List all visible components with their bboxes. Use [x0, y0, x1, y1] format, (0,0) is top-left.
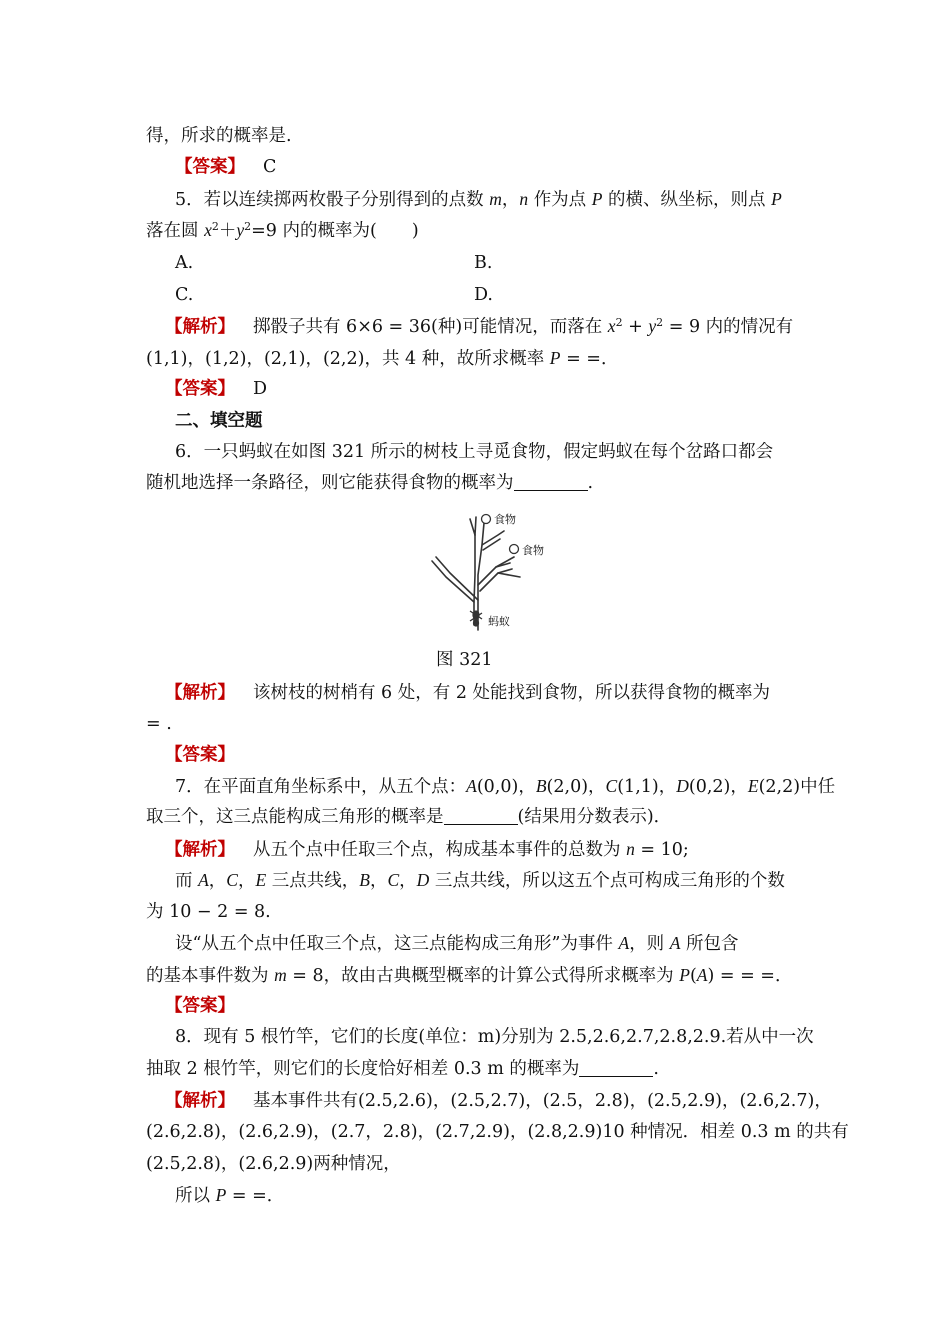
analysis-5: 【解析】 掷骰子共有 6×6 = 36(种)可能情况，而落在 $x^2 + y^2 = 9$ 内的情况有	[165, 316, 794, 337]
ant-label: 蚂蚁	[488, 615, 510, 628]
figure-caption: 图 321	[436, 650, 493, 670]
section-heading: 二、填空题	[175, 411, 263, 431]
question-5: 5．若以连续掷两枚骰子分别得到的点数 m，n 作为点 P 的横、纵坐标，则点 P	[175, 189, 782, 210]
answer-label: 【答案】	[165, 996, 235, 1016]
tree-branch-figure	[430, 505, 555, 637]
left-branch	[436, 557, 478, 630]
analysis-7-line2: 而 A，C，E 三点共线，B，C，D 三点共线，所以这五个点可构成三角形的个数	[175, 870, 785, 891]
analysis-8-line4: 所以 P = =．	[175, 1185, 285, 1206]
answer-line-7	[165, 993, 845, 1019]
food-icon	[510, 545, 519, 554]
branch-right-low-twig	[498, 573, 520, 577]
branch-right-upper-edge	[483, 539, 500, 550]
question-6-cont: 随机地选择一条路径，则它能获得食物的概率为 .	[146, 473, 594, 493]
branch-top-left-b	[475, 517, 476, 535]
tree-branch-drawing	[430, 505, 555, 637]
question-6: 6．一只蚂蚁在如图 321 所示的树枝上寻觅食物，假定蚂蚁在每个岔路口都会	[175, 442, 774, 462]
analysis-6: 【解析】 该树枝的树梢有 6 处，有 2 处能找到食物，所以获得食物的概率为	[165, 683, 771, 703]
analysis-8: 【解析】 基本事件共有(2.5,2.6)，(2.5,2.7)，(2.5，2.8)，(2.5,2.9)，(2.6,2.7)，	[165, 1091, 832, 1111]
analysis-label: 【解析】	[165, 317, 235, 337]
answer-label: 【答案】	[165, 745, 235, 765]
answer-line-5	[165, 376, 845, 402]
answer-line-6	[165, 742, 845, 768]
ant-icon	[470, 611, 482, 626]
analysis-label: 【解析】	[165, 683, 235, 703]
answer-line-4	[175, 154, 855, 180]
analysis-7: 【解析】 从五个点中任取三个点，构成基本事件的总数为 n = 10;	[165, 839, 689, 860]
food-label-2: 食物	[522, 544, 544, 557]
option-d: D.	[474, 285, 493, 305]
food-icon	[482, 515, 491, 524]
question-7: 7．在平面直角坐标系中，从五个点：A(0,0)，B(2,0)，C(1,1)，D(0,2)，E(2,2)中任	[175, 776, 836, 797]
question-5-cont: 落在圆 $x^2+y^2=9$ 内的概率为( )	[146, 220, 419, 241]
analysis-7-line5: 的基本事件数为 m = 8，故由古典概型概率的计算公式得所求概率为 P(A) = = =．	[146, 965, 793, 986]
answer-value: D	[253, 379, 268, 399]
analysis-label: 【解析】	[165, 840, 235, 860]
answer-label: 【答案】	[175, 157, 245, 177]
analysis-label: 【解析】	[165, 1091, 235, 1111]
food-label-1: 食物	[494, 513, 516, 526]
answer-blank	[579, 1058, 653, 1077]
analysis-8-line3: (2.5,2.8)，(2.6,2.9)两种情况，	[146, 1154, 401, 1174]
branch-right-mid-edge	[480, 569, 512, 591]
branch-top-left	[470, 519, 475, 535]
text-line: 得，所求的概率是.	[146, 126, 292, 146]
answer-blank	[444, 806, 518, 825]
analysis-5-cont: (1,1)，(1,2)，(2,1)，(2,2)，共 4 种，故所求概率 P = =．	[146, 348, 619, 369]
analysis-6-cont: = .	[146, 714, 172, 734]
trunk-left	[474, 535, 475, 602]
branch-right-mid-twig	[496, 557, 514, 567]
option-b: B.	[474, 253, 493, 273]
left-branch-edge	[432, 561, 474, 625]
analysis-7-line4: 设“从五个点中任取三个点，这三点能构成三角形”为事件 A，则 A 所包含	[175, 933, 739, 954]
option-c: C.	[175, 285, 194, 305]
analysis-7-line3: 为 10 − 2 = 8.	[146, 902, 271, 922]
answer-label: 【答案】	[165, 379, 235, 399]
question-7-cont: 取三个，这三点能构成三角形的概率是 (结果用分数表示)．	[146, 807, 672, 827]
analysis-8-line2: (2.6,2.8)，(2.6,2.9)，(2.7，2.8)，(2.7,2.9)，(2.8,2.9)10 种情况．相差 0.3 m 的共有	[146, 1122, 849, 1142]
question-8: 8．现有 5 根竹竿，它们的长度(单位：m)分别为 2.5,2.6,2.7,2.8,2.9.若从中一次	[175, 1027, 814, 1047]
option-a: A.	[175, 253, 194, 273]
question-8-cont: 抽取 2 根竹竿，则它们的长度恰好相差 0.3 m 的概率为 .	[146, 1059, 659, 1079]
answer-blank	[514, 472, 588, 491]
answer-value: C	[263, 157, 277, 177]
